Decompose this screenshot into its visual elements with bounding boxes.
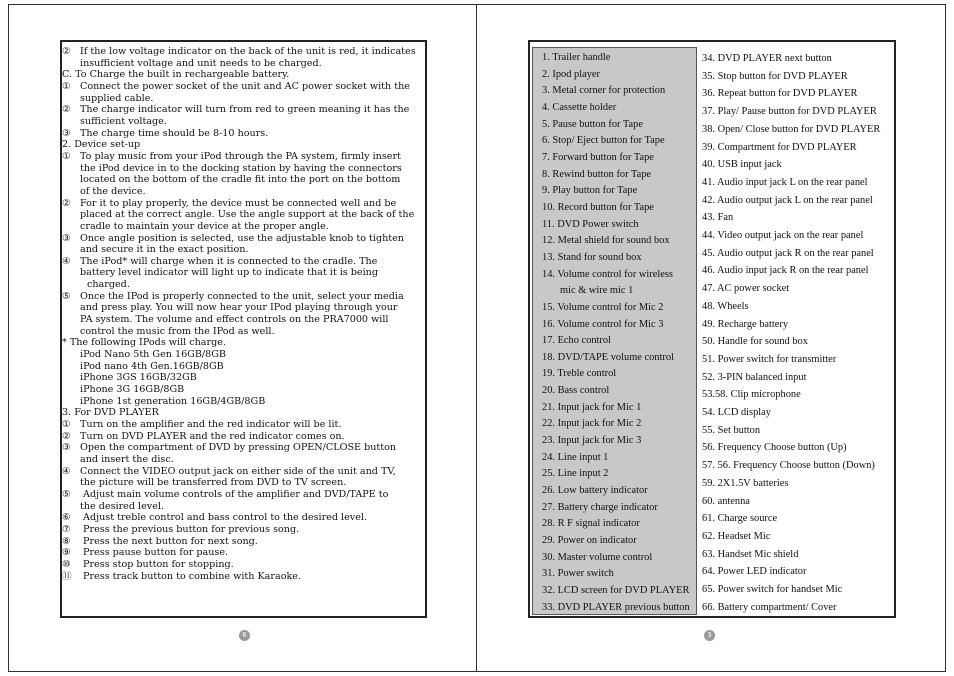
step-number-mark: ②: [62, 46, 71, 57]
part-list-item: 51. Power switch for transmitter: [702, 353, 837, 365]
step-number-mark: ⑦: [62, 523, 71, 535]
step-number-mark: ①: [62, 419, 71, 430]
instruction-text: Press stop button for stopping.: [80, 558, 234, 570]
instruction-text: iPhone 3GS 16GB/32GB: [80, 372, 197, 384]
instruction-line: [62, 547, 422, 559]
step-number-mark: ⑤: [62, 290, 71, 302]
part-list-item: 7. Forward button for Tape: [542, 151, 654, 163]
part-list-item: 61. Charge source: [702, 513, 778, 525]
part-list-item: 62. Headset Mic: [702, 530, 771, 542]
step-number-mark: ③: [62, 442, 71, 454]
part-list-item: 48. Wheels: [702, 300, 749, 312]
instruction-text: the desired level.: [80, 500, 164, 512]
part-list-item: 24. Line input 1: [542, 451, 609, 463]
instruction-text: The iPod* will charge when it is connected to the cradle. The: [80, 255, 378, 267]
part-list-item: 10. Record button for Tape: [542, 201, 654, 213]
instruction-line: [62, 314, 422, 326]
instruction-line: [62, 104, 422, 116]
step-number-mark: ③: [62, 232, 71, 244]
instruction-text: the picture will be transferred from DVD to TV screen.: [80, 477, 347, 489]
part-list-item: 44. Video output jack on the rear panel: [702, 230, 864, 242]
part-list-item: 6. Stop/ Eject button for Tape: [542, 135, 665, 147]
part-list-item: 55. Set button: [702, 424, 761, 436]
part-list-item: 40. USB input jack: [702, 159, 782, 171]
instruction-line: [62, 139, 422, 151]
instruction-text: The charge time should be 8-10 hours.: [80, 127, 269, 139]
part-list-item: 36. Repeat button for DVD PLAYER: [702, 88, 858, 100]
part-list-item: 31. Power switch: [542, 568, 614, 580]
instruction-line: [62, 198, 422, 210]
instruction-line: [62, 442, 422, 454]
instruction-text: iPod nano 4th Gen.16GB/8GB: [80, 360, 224, 372]
part-list-item: 57. 56. Frequency Choose button (Down): [702, 460, 875, 472]
part-list-item: 50. Handle for sound box: [702, 336, 808, 348]
part-list-item: 25. Line input 2: [542, 468, 609, 480]
part-list-item: 29. Power on indicator: [542, 535, 637, 547]
part-list-item: 45. Audio output jack R on the rear panel: [702, 247, 874, 259]
instruction-line: [62, 396, 422, 408]
part-list-item: 35. Stop button for DVD PLAYER: [702, 70, 848, 82]
step-number-mark: ①: [62, 80, 71, 92]
part-list-item: 56. Frequency Choose button (Up): [702, 442, 847, 454]
instruction-line: [62, 536, 422, 548]
part-list-item: 64. Power LED indicator: [702, 566, 807, 578]
part-list-item: 39. Compartment for DVD PLAYER: [702, 141, 857, 153]
instruction-text: 2. Device set-up: [62, 139, 141, 151]
instruction-line: [62, 221, 422, 233]
instruction-text: Press track button to combine with Karaoke.: [80, 570, 302, 582]
part-list-item: 4. Cassette holder: [542, 101, 617, 113]
instruction-line: [62, 302, 422, 314]
instruction-line: [62, 431, 422, 443]
step-number-mark: ⑧: [62, 535, 71, 547]
part-list-item: 16. Volume control for Mic 3: [542, 318, 664, 330]
parts-list-column-1: [542, 50, 697, 616]
instruction-line: [62, 128, 422, 140]
instruction-line: [62, 384, 422, 396]
step-number-mark: ⑤: [62, 488, 71, 500]
part-list-item: mic & wire mic 1: [560, 285, 634, 297]
instruction-text: sufficient voltage.: [80, 115, 167, 127]
part-list-item: 2. Ipod player: [542, 68, 600, 80]
step-number-mark: ②: [62, 197, 71, 209]
instruction-line: [62, 337, 422, 349]
instruction-line: [62, 501, 422, 513]
instruction-text: The charge indicator will turn from red to green meaning it has the: [80, 104, 410, 116]
right-page-number: 3: [704, 630, 715, 641]
instruction-text: Open the compartment of DVD by pressing OPEN/CLOSE button: [80, 442, 397, 454]
step-number-mark: ⑨: [62, 547, 71, 559]
step-number-mark: ⑪: [62, 570, 72, 582]
part-list-item: 14. Volume control for wireless: [542, 268, 673, 280]
part-list-item: 37. Play/ Pause button for DVD PLAYER: [702, 106, 877, 118]
part-list-item: 22. Input jack for Mic 2: [542, 418, 642, 430]
step-number-mark: ⑩: [62, 558, 71, 570]
instruction-line: [62, 407, 422, 419]
instruction-text: and secure it in the exact position.: [80, 244, 249, 256]
part-list-item: 38. Open/ Close button for DVD PLAYER: [702, 123, 881, 135]
instruction-line: [62, 419, 422, 431]
part-list-item: 63. Handset Mic shield: [702, 548, 799, 560]
instruction-text: iPhone 3G 16GB/8GB: [80, 384, 185, 396]
instruction-line: [62, 163, 422, 175]
instruction-line: [62, 46, 422, 58]
part-list-item: 9. Play button for Tape: [542, 185, 638, 197]
part-list-item: 23. Input jack for Mic 3: [542, 435, 642, 447]
step-number-mark: ⑥: [62, 512, 71, 524]
instruction-line: [62, 454, 422, 466]
step-number-mark: ②: [62, 430, 71, 442]
part-list-item: 65. Power switch for handset Mic: [702, 584, 843, 596]
instruction-text: Turn on the amplifier and the red indicator will be lit.: [80, 419, 342, 430]
instruction-text: Once angle position is selected, use the adjustable knob to tighten: [80, 232, 404, 244]
part-list-item: 52. 3-PIN balanced input: [702, 371, 807, 383]
instruction-text: iPhone 1st generation 16GB/4GB/8GB: [80, 395, 266, 407]
instruction-text: To play music from your iPod through the PA system, firmly insert: [80, 150, 401, 162]
instruction-line: [62, 291, 422, 303]
instruction-text: the iPod device in to the docking station by having the connectors: [80, 162, 402, 174]
step-number-mark: ①: [62, 150, 71, 162]
instruction-line: [62, 524, 422, 536]
step-number-mark: ②: [62, 104, 71, 116]
instruction-line: [62, 477, 422, 489]
instruction-text: placed at the correct angle. Use the angle support at the back of the: [80, 209, 415, 221]
instruction-text: For it to play properly, the device must be connected well and be: [80, 197, 397, 209]
instruction-line: [62, 69, 422, 81]
instruction-text: and press play. You will now hear your IPod playing through your: [80, 302, 398, 314]
part-list-item: 43. Fan: [702, 212, 734, 224]
part-list-item: 17. Echo control: [542, 335, 611, 347]
instruction-line: [62, 489, 422, 501]
part-list-item: 34. DVD PLAYER next button: [702, 53, 832, 64]
instruction-line: [62, 559, 422, 571]
part-list-item: 54. LCD display: [702, 407, 771, 419]
instruction-line: [62, 81, 422, 93]
instruction-text: C. To Charge the built in rechargeable battery.: [62, 69, 290, 81]
instruction-text: Adjust main volume controls of the amplifier and DVD/TAPE to: [80, 488, 389, 500]
part-list-item: 20. Bass control: [542, 385, 610, 397]
left-page-number: 6: [239, 630, 250, 641]
instruction-line: [62, 58, 422, 70]
part-list-item: 60. antenna: [702, 495, 750, 507]
part-list-item: 27. Battery charge indicator: [542, 501, 658, 513]
part-list-item: 46. Audio input jack R on the rear panel: [702, 265, 869, 277]
part-list-item: 32. LCD screen for DVD PLAYER: [542, 585, 690, 596]
instruction-text: Connect the VIDEO output jack on either side of the unit and TV,: [80, 465, 396, 477]
part-list-item: 53.58. Clip microphone: [702, 389, 801, 401]
instruction-line: [62, 349, 422, 361]
instruction-text: supplied cable.: [80, 92, 154, 104]
left-instructions: [62, 46, 422, 582]
instruction-text: * The following IPods will charge.: [62, 337, 226, 349]
instruction-line: [62, 466, 422, 478]
part-list-item: 8. Rewind button for Tape: [542, 168, 652, 180]
part-list-item: 5. Pause button for Tape: [542, 118, 643, 130]
part-list-item: 28. R F signal indicator: [542, 518, 640, 530]
part-list-item: 21. Input jack for Mic 1: [542, 401, 642, 413]
instruction-text: battery level indicator will light up to indicate that it is being: [80, 267, 378, 279]
instruction-text: insufficient voltage and unit needs to be charged.: [80, 57, 322, 69]
part-list-item: 3. Metal corner for protection: [542, 85, 666, 97]
instruction-text: Adjust treble control and bass control to the desired level.: [80, 512, 367, 524]
part-list-item: 1. Trailer handle: [542, 52, 611, 63]
part-list-item: 30. Master volume control: [542, 551, 653, 563]
instruction-line: [62, 267, 422, 279]
instruction-text: and insert the disc.: [80, 453, 174, 465]
instruction-text: PA system. The volume and effect controls on the PRA7000 will: [80, 314, 389, 326]
part-list-item: 66. Battery compartment/ Cover: [702, 601, 837, 613]
instruction-line: [62, 361, 422, 373]
step-number-mark: ③: [62, 127, 71, 139]
instruction-text: charged.: [87, 279, 130, 291]
instruction-line: [62, 209, 422, 221]
part-list-item: 12. Metal shield for sound box: [542, 235, 670, 247]
part-list-item: 18. DVD/TAPE volume control: [542, 351, 674, 363]
instruction-line: [62, 233, 422, 245]
instruction-text: Press the previous button for previous song.: [80, 523, 300, 535]
part-list-item: 33. DVD PLAYER previous button: [542, 601, 690, 613]
instruction-line: [62, 174, 422, 186]
instruction-line: [62, 256, 422, 268]
instruction-text: iPod Nano 5th Gen 16GB/8GB: [80, 349, 226, 361]
part-list-item: 11. DVD Power switch: [542, 218, 639, 230]
instruction-line: [62, 151, 422, 163]
step-number-mark: ④: [62, 255, 71, 267]
part-list-item: 49. Recharge battery: [702, 318, 789, 330]
part-list-item: 13. Stand for sound box: [542, 251, 642, 263]
part-list-item: 15. Volume control for Mic 2: [542, 301, 664, 313]
part-list-item: 19. Treble control: [542, 368, 617, 380]
part-list-item: 47. AC power socket: [702, 283, 790, 295]
instruction-text: 3. For DVD PLAYER: [62, 407, 159, 419]
part-list-item: 59. 2X1.5V batteries: [702, 477, 789, 489]
instruction-text: Press the next button for next song.: [80, 535, 258, 547]
step-number-mark: ④: [62, 465, 71, 477]
instruction-text: If the low voltage indicator on the back of the unit is red, it indicates: [80, 46, 416, 57]
instruction-line: [62, 571, 422, 583]
instruction-line: [62, 116, 422, 128]
instruction-text: Turn on DVD PLAYER and the red indicator comes on.: [80, 430, 345, 442]
instruction-text: Connect the power socket of the unit and AC power socket with the: [80, 80, 410, 92]
instruction-text: cradle to maintain your device at the proper angle.: [80, 220, 329, 232]
parts-list-column-2: [702, 50, 894, 617]
part-list-item: 42. Audio output jack L on the rear panel: [702, 194, 873, 206]
instruction-line: [62, 279, 422, 291]
instruction-text: control the music from the IPod as well.: [80, 325, 275, 337]
instruction-line: [62, 244, 422, 256]
instruction-text: Once the IPod is properly connected to the unit, select your media: [80, 290, 404, 302]
instruction-text: of the device.: [80, 185, 146, 197]
instruction-text: Press pause button for pause.: [80, 547, 229, 559]
part-list-item: 26. Low battery indicator: [542, 485, 648, 497]
instruction-line: [62, 512, 422, 524]
instruction-line: [62, 93, 422, 105]
instruction-line: [62, 372, 422, 384]
part-list-item: 41. Audio input jack L on the rear panel: [702, 176, 868, 188]
instruction-line: [62, 326, 422, 338]
instruction-text: located on the bottom of the cradle fit into the port on the bottom: [80, 174, 401, 186]
instruction-line: [62, 186, 422, 198]
